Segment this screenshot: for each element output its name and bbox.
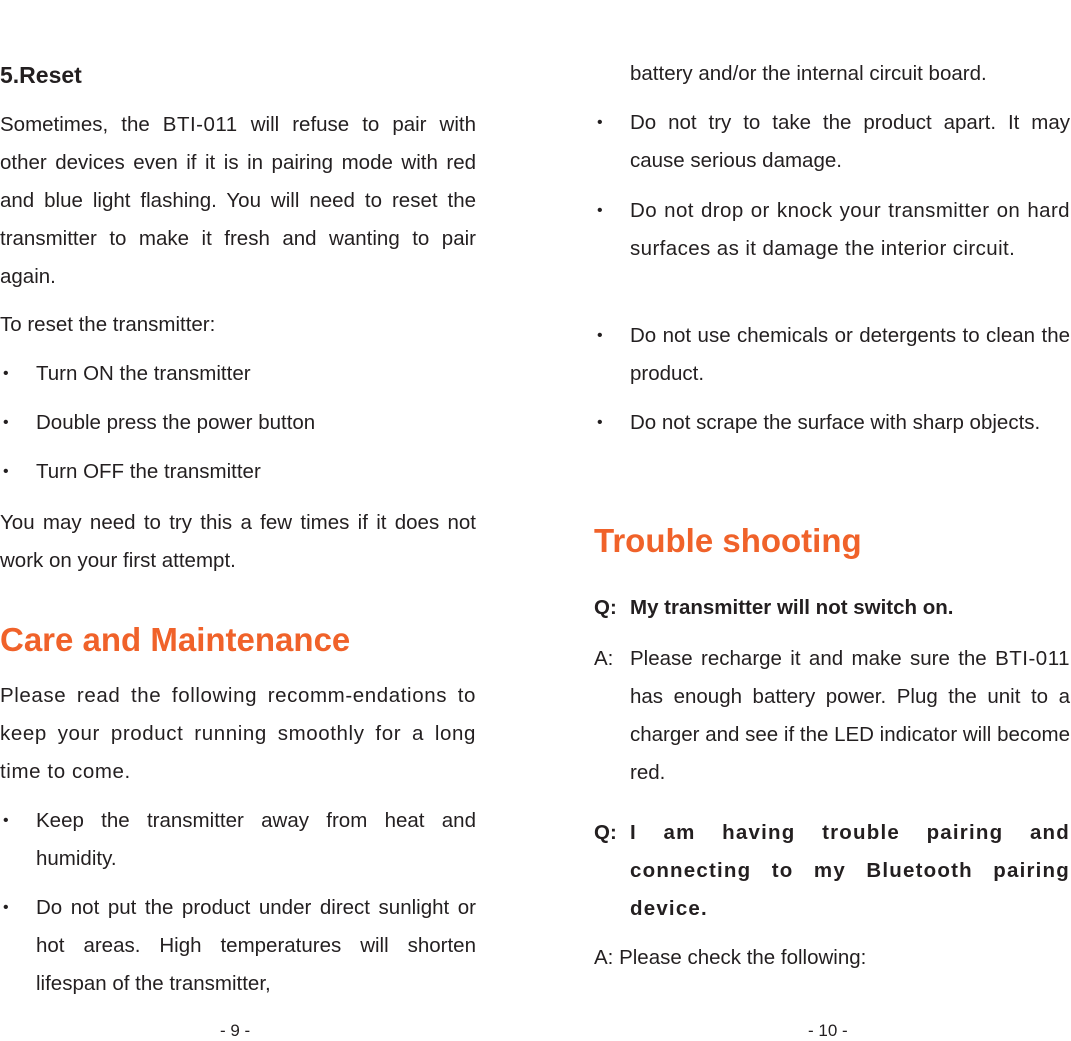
care-item-text: Do not try to take the product apart. It may cause serious damage.: [630, 111, 1070, 172]
answer-text-start: Please recharge it and make sure the: [630, 647, 987, 670]
care-intro: Please read the following recomm-endations to keep your product running smoothly for a long time to come.: [0, 684, 476, 783]
question-1: [594, 589, 1070, 627]
care-item-text: Do not put the product under direct sunlight or hot areas. High temperatures will shorten lifespan of the transmitter,: [36, 896, 476, 995]
reset-heading: 5.Reset: [0, 62, 82, 88]
bullet-icon: •: [597, 202, 603, 219]
reset-step-text: Turn OFF the transmitter: [36, 460, 261, 483]
question-text: I am having trouble pairing and connecting to my Bluetooth pairing device.: [630, 821, 1070, 920]
reset-step-text: Turn ON the transmitter: [36, 362, 251, 385]
reset-intro-paragraph: [0, 106, 476, 296]
care-item: [594, 404, 1070, 442]
bullet-icon: •: [3, 899, 9, 916]
care-item-text: Do not scrape the surface with sharp objects.: [630, 411, 1041, 434]
bullet-icon: •: [3, 414, 9, 431]
answer-text-rest: has enough battery power. Plug the unit to a charger and see if the LED indicator will become red.: [630, 685, 1070, 784]
reset-step: [0, 404, 476, 442]
care-item-text: Keep the transmitter away from heat and humidity.: [36, 809, 476, 870]
care-continuation-text: battery and/or the internal circuit board.: [630, 62, 987, 85]
reset-note: You may need to try this a few times if it does not work on your first attempt.: [0, 511, 476, 572]
reset-step-text: Double press the power button: [36, 411, 316, 434]
answer-2: A: Please check the following:: [594, 946, 867, 969]
answer-label: A:: [594, 647, 614, 670]
answer-1: [594, 640, 1070, 792]
bullet-icon: •: [597, 414, 603, 431]
question-label: Q:: [594, 596, 617, 619]
reset-step: [0, 355, 476, 393]
care-heading: Care and Maintenance: [0, 621, 351, 658]
care-item-text: Do not use chemicals or detergents to clean the product.: [630, 324, 1070, 385]
page-number: - 10 -: [808, 1021, 848, 1040]
reset-intro-start: Sometimes, the: [0, 113, 150, 136]
care-item: [594, 104, 1070, 180]
page-number: - 9 -: [220, 1021, 251, 1040]
model-name: BTI-011: [162, 113, 238, 136]
bullet-icon: •: [3, 365, 9, 382]
care-item: [594, 317, 1070, 393]
question-2: [594, 814, 1070, 928]
reset-steps-intro: To reset the transmitter:: [0, 313, 216, 336]
question-label: Q:: [594, 821, 617, 844]
question-text: My transmitter will not switch on.: [630, 596, 954, 619]
reset-step: [0, 453, 476, 491]
care-item: [0, 802, 476, 878]
bullet-icon: •: [3, 812, 9, 829]
bullet-icon: •: [597, 327, 603, 344]
answer-text: [630, 640, 1070, 792]
reset-intro-rest: will refuse to pair with other devices even if it is in pairing mode with red and blue light flashing. You will need to reset the transmitter to make it fresh and wanting to pair again.: [0, 113, 476, 288]
care-item: [594, 192, 1070, 268]
model-name: BTI-011: [995, 647, 1070, 670]
care-item: [0, 889, 476, 1003]
bullet-icon: •: [3, 463, 9, 480]
trouble-heading: Trouble shooting: [594, 522, 862, 559]
care-continuation: [594, 55, 1070, 93]
care-item-text: Do not drop or knock your transmitter on hard surfaces as it damage the interior circuit.: [630, 199, 1070, 260]
bullet-icon: •: [597, 114, 603, 131]
